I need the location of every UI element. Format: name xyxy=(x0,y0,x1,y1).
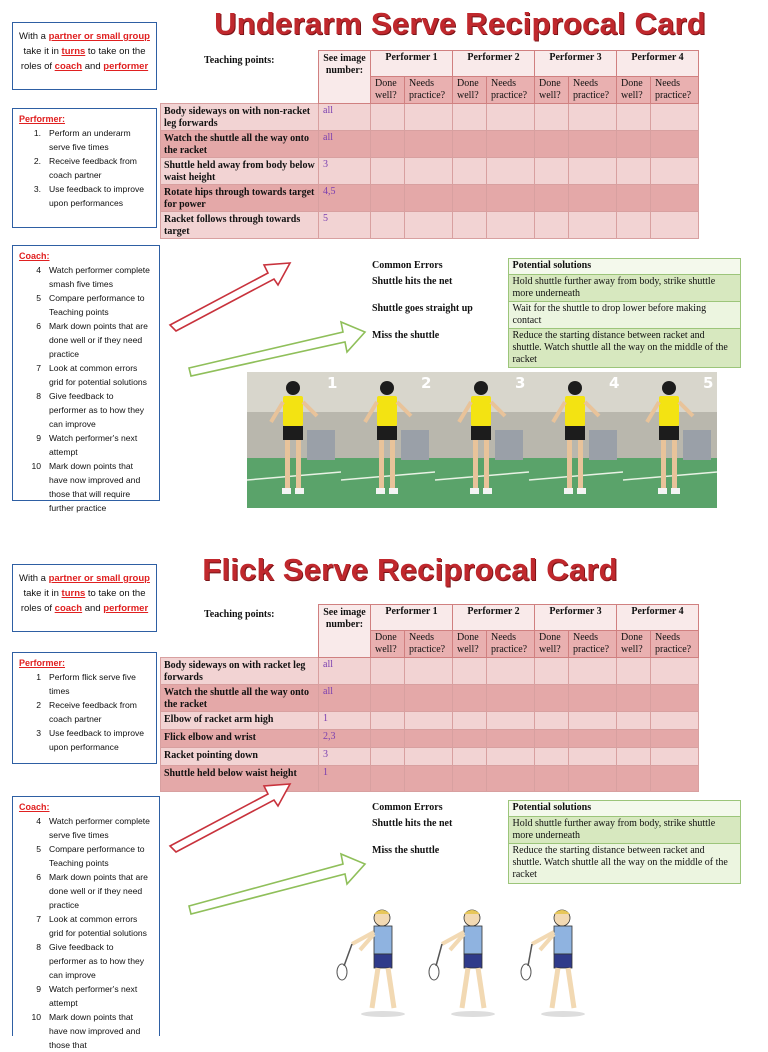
teaching-point: Racket pointing down xyxy=(161,748,319,766)
turns-text: turns xyxy=(61,46,86,57)
done-well-cell[interactable] xyxy=(371,212,405,239)
step-number: 8 xyxy=(36,391,41,401)
done-well-cell[interactable] xyxy=(535,748,569,766)
needs-practice-cell[interactable] xyxy=(569,712,617,730)
underarm-serve-photo-sequence xyxy=(247,372,717,508)
done-well-cell[interactable] xyxy=(453,131,487,158)
done-well-cell[interactable] xyxy=(453,766,487,792)
teaching-grid xyxy=(160,604,699,792)
needs-practice-cell[interactable] xyxy=(487,104,535,131)
done-well-cell[interactable] xyxy=(617,158,651,185)
needs-practice-cell[interactable] xyxy=(651,712,699,730)
needs-practice-cell[interactable] xyxy=(651,730,699,748)
coach-steps xyxy=(19,814,153,1052)
step-text: Perform flick serve five times xyxy=(49,672,136,696)
teaching-points-header: Teaching points: xyxy=(204,54,275,66)
teaching-row xyxy=(161,131,699,158)
photo-number: 4 xyxy=(609,374,620,392)
card-title: Underarm Serve Reciprocal Card xyxy=(214,6,706,41)
step-number: 4 xyxy=(36,265,41,275)
teaching-row xyxy=(161,212,699,239)
needs-practice-cell[interactable] xyxy=(569,685,617,712)
step-number: 8 xyxy=(36,942,41,952)
done-well-header: Done well? xyxy=(535,631,569,658)
serve-photo-frame xyxy=(247,372,341,508)
needs-practice-cell[interactable] xyxy=(487,748,535,766)
needs-practice-cell[interactable] xyxy=(405,658,453,685)
red-arrow-icon xyxy=(160,776,300,856)
needs-practice-cell[interactable] xyxy=(569,748,617,766)
step-item xyxy=(19,982,153,1010)
done-well-header: Done well? xyxy=(535,77,569,104)
flick-serve-figure xyxy=(429,910,495,1017)
done-well-header: Done well? xyxy=(617,631,651,658)
done-well-cell[interactable] xyxy=(617,712,651,730)
teaching-point: Elbow of racket arm high xyxy=(161,712,319,730)
done-well-header: Done well? xyxy=(453,631,487,658)
done-well-cell[interactable] xyxy=(453,658,487,685)
teaching-point: Flick elbow and wrist xyxy=(161,730,319,748)
serve-photo-frame xyxy=(435,372,529,508)
step-number: 4 xyxy=(36,816,41,826)
solution-text: Hold shuttle further away from body, strike shuttle more underneath xyxy=(508,275,740,302)
step-text: Look at common errors grid for potential solutions xyxy=(49,363,147,387)
needs-practice-cell[interactable] xyxy=(569,104,617,131)
step-text: Give feedback to performer as to how they can improve xyxy=(49,942,145,980)
partner-text: partner or small group xyxy=(48,573,150,584)
step-item xyxy=(19,389,153,431)
step-text: Compare performance to Teaching points xyxy=(49,844,145,868)
photo-number: 1 xyxy=(327,374,338,392)
needs-practice-header: Needs practice? xyxy=(487,77,535,104)
done-well-cell[interactable] xyxy=(535,730,569,748)
done-well-cell[interactable] xyxy=(453,158,487,185)
solution-text: Hold shuttle further away from body, strike shuttle more underneath xyxy=(508,817,740,844)
solution-text: Reduce the starting distance between racket and shuttle. Watch shuttle all the way on the middle of the racket xyxy=(508,329,740,368)
step-number: 7 xyxy=(36,363,41,373)
needs-practice-header: Needs practice? xyxy=(487,631,535,658)
performer-header: Performer 1 xyxy=(371,51,453,77)
performer-steps xyxy=(19,670,150,754)
image-number: all xyxy=(319,685,371,712)
green-arrow-icon xyxy=(185,318,370,378)
done-well-cell[interactable] xyxy=(535,212,569,239)
needs-practice-cell[interactable] xyxy=(487,730,535,748)
needs-practice-cell[interactable] xyxy=(405,685,453,712)
step-item xyxy=(19,361,153,389)
coach-steps xyxy=(19,263,153,515)
needs-practice-cell[interactable] xyxy=(651,658,699,685)
done-well-cell[interactable] xyxy=(535,131,569,158)
performer-header: Performer 4 xyxy=(617,605,699,631)
needs-practice-cell[interactable] xyxy=(569,766,617,792)
done-well-cell[interactable] xyxy=(535,104,569,131)
step-text: Watch performer's next attempt xyxy=(49,984,138,1008)
step-number: 3. xyxy=(33,184,41,194)
needs-practice-cell[interactable] xyxy=(487,685,535,712)
serve-photo-frame xyxy=(529,372,623,508)
needs-practice-cell[interactable] xyxy=(569,158,617,185)
done-well-header: Done well? xyxy=(371,77,405,104)
done-well-cell[interactable] xyxy=(617,748,651,766)
done-well-cell[interactable] xyxy=(371,685,405,712)
flick-serve-illustrations xyxy=(330,904,610,1024)
performer-header: Performer 3 xyxy=(535,51,617,77)
performer-text: performer xyxy=(103,61,149,72)
done-well-cell[interactable] xyxy=(453,685,487,712)
photo-number: 5 xyxy=(703,374,714,392)
see-image-header: See image number: xyxy=(319,605,371,658)
step-text: Receive feedback from coach partner xyxy=(49,700,137,724)
step-item xyxy=(19,431,153,459)
step-text: Watch performer complete smash five times xyxy=(49,265,150,289)
image-number: 1 xyxy=(319,712,371,730)
performer-steps xyxy=(19,126,150,210)
teaching-point: Racket follows through towards target xyxy=(161,212,319,239)
done-well-cell[interactable] xyxy=(617,104,651,131)
intro-box: With a partner or small group take it in turns to take on the roles of coach and performer xyxy=(12,22,157,90)
needs-practice-cell[interactable] xyxy=(651,685,699,712)
performer-header: Performer 2 xyxy=(453,605,535,631)
needs-practice-header: Needs practice? xyxy=(405,77,453,104)
errors-grid xyxy=(368,258,741,368)
error-row xyxy=(368,302,740,329)
step-text: Receive feedback from coach partner xyxy=(49,156,137,180)
solutions-header: Potential solutions xyxy=(508,259,740,275)
needs-practice-cell[interactable] xyxy=(487,712,535,730)
teaching-grid xyxy=(160,50,699,239)
needs-practice-cell[interactable] xyxy=(405,212,453,239)
needs-practice-header: Needs practice? xyxy=(569,77,617,104)
needs-practice-cell[interactable] xyxy=(405,185,453,212)
teaching-point: Watch the shuttle all the way onto the racket xyxy=(161,131,319,158)
coach-text: coach xyxy=(54,603,83,614)
done-well-cell[interactable] xyxy=(371,658,405,685)
step-item xyxy=(19,670,150,698)
image-number: all xyxy=(319,658,371,685)
step-item xyxy=(19,263,153,291)
done-well-cell[interactable] xyxy=(535,158,569,185)
step-item xyxy=(19,698,150,726)
teaching-row xyxy=(161,685,699,712)
step-item xyxy=(19,842,153,870)
step-text: Give feedback to performer as to how they can improve xyxy=(49,391,145,429)
performer-heading: Performer: xyxy=(19,658,66,668)
step-number: 1. xyxy=(33,128,41,138)
coach-heading: Coach: xyxy=(19,251,50,261)
error-text: Shuttle hits the net xyxy=(372,817,453,829)
needs-practice-cell[interactable] xyxy=(487,185,535,212)
teaching-row xyxy=(161,748,699,766)
done-well-cell[interactable] xyxy=(453,730,487,748)
step-number: 3 xyxy=(36,728,41,738)
card-title: Flick Serve Reciprocal Card xyxy=(202,552,618,587)
step-item xyxy=(19,726,150,754)
step-item xyxy=(19,940,153,982)
error-text: Miss the shuttle xyxy=(372,844,440,856)
done-well-cell[interactable] xyxy=(371,158,405,185)
solutions-header: Potential solutions xyxy=(508,801,740,817)
coach-heading: Coach: xyxy=(19,802,50,812)
solution-text: Wait for the shuttle to drop lower before making contact xyxy=(508,302,740,329)
step-text: Mark down points that have now improved and those that will require further practice xyxy=(49,461,141,513)
done-well-cell[interactable] xyxy=(617,212,651,239)
teaching-row xyxy=(161,158,699,185)
coach-text: coach xyxy=(54,61,83,72)
needs-practice-cell[interactable] xyxy=(651,748,699,766)
common-errors-header: Common Errors xyxy=(372,259,443,271)
error-text: Miss the shuttle xyxy=(372,329,440,341)
needs-practice-cell[interactable] xyxy=(651,104,699,131)
step-item xyxy=(19,1010,153,1052)
step-text: Use feedback to improve upon performances xyxy=(49,184,145,208)
coach-box xyxy=(12,796,160,1050)
needs-practice-cell[interactable] xyxy=(405,104,453,131)
step-number: 5 xyxy=(36,844,41,854)
done-well-cell[interactable] xyxy=(371,766,405,792)
done-well-cell[interactable] xyxy=(371,748,405,766)
solution-text: Reduce the starting distance between racket and shuttle. Watch shuttle all the way on the middle of the racket xyxy=(508,844,740,884)
needs-practice-header: Needs practice? xyxy=(569,631,617,658)
needs-practice-cell[interactable] xyxy=(651,766,699,792)
needs-practice-header: Needs practice? xyxy=(651,631,699,658)
image-number: 5 xyxy=(319,212,371,239)
step-text: Look at common errors grid for potential solutions xyxy=(49,914,147,938)
teaching-points-header: Teaching points: xyxy=(204,608,275,620)
step-number: 10 xyxy=(31,461,41,471)
image-number: all xyxy=(319,131,371,158)
done-well-cell[interactable] xyxy=(371,730,405,748)
error-row xyxy=(368,329,740,368)
done-well-cell[interactable] xyxy=(453,212,487,239)
error-row xyxy=(368,844,740,884)
step-item xyxy=(19,319,153,361)
performer-header: Performer 3 xyxy=(535,605,617,631)
needs-practice-cell[interactable] xyxy=(405,158,453,185)
teaching-point: Body sideways on with racket leg forwards xyxy=(161,658,319,685)
photo-number: 3 xyxy=(515,374,526,392)
step-text: Watch performer complete serve five times xyxy=(49,816,150,840)
step-text: Mark down points that have now improved and those that xyxy=(49,1012,141,1050)
done-well-header: Done well? xyxy=(371,631,405,658)
done-well-cell[interactable] xyxy=(535,185,569,212)
image-number: 3 xyxy=(319,748,371,766)
error-row xyxy=(368,817,740,844)
step-number: 9 xyxy=(36,433,41,443)
common-errors-header: Common Errors xyxy=(372,801,443,813)
needs-practice-header: Needs practice? xyxy=(651,77,699,104)
intro-box: With a partner or small group take it in turns to take on the roles of coach and performer xyxy=(12,564,157,632)
step-item xyxy=(19,814,153,842)
photo-number: 2 xyxy=(421,374,432,392)
error-text: Shuttle goes straight up xyxy=(372,302,473,314)
teaching-point: Body sideways on with non-racket leg forwards xyxy=(161,104,319,131)
step-item xyxy=(19,154,150,182)
step-item xyxy=(19,912,153,940)
needs-practice-cell[interactable] xyxy=(487,158,535,185)
needs-practice-cell[interactable] xyxy=(405,748,453,766)
teaching-row xyxy=(161,712,699,730)
needs-practice-cell[interactable] xyxy=(651,212,699,239)
teaching-row xyxy=(161,658,699,685)
needs-practice-cell[interactable] xyxy=(487,131,535,158)
done-well-cell[interactable] xyxy=(453,712,487,730)
needs-practice-cell[interactable] xyxy=(569,212,617,239)
needs-practice-cell[interactable] xyxy=(405,730,453,748)
coach-box xyxy=(12,245,160,513)
step-item xyxy=(19,459,153,515)
flick-serve-figure xyxy=(521,910,585,1017)
step-text: Compare performance to Teaching points xyxy=(49,293,145,317)
serve-photo-frame xyxy=(341,372,435,508)
serve-photo-frame xyxy=(623,372,717,508)
step-item xyxy=(19,182,150,210)
needs-practice-cell[interactable] xyxy=(487,658,535,685)
done-well-header: Done well? xyxy=(453,77,487,104)
step-number: 6 xyxy=(36,872,41,882)
step-text: Perform an underarm serve five times xyxy=(49,128,131,152)
needs-practice-cell[interactable] xyxy=(569,185,617,212)
done-well-cell[interactable] xyxy=(453,748,487,766)
done-well-cell[interactable] xyxy=(371,712,405,730)
step-number: 7 xyxy=(36,914,41,924)
step-number: 5 xyxy=(36,293,41,303)
performer-heading: Performer: xyxy=(19,114,66,124)
error-text: Shuttle hits the net xyxy=(372,275,453,287)
step-number: 9 xyxy=(36,984,41,994)
done-well-cell[interactable] xyxy=(617,131,651,158)
teaching-point: Shuttle held below waist height xyxy=(161,766,319,792)
error-row xyxy=(368,275,740,302)
step-text: Mark down points that are done well or if they need practice xyxy=(49,872,148,910)
needs-practice-cell[interactable] xyxy=(569,131,617,158)
see-image-header: See image number: xyxy=(319,51,371,104)
step-number: 2 xyxy=(36,700,41,710)
done-well-cell[interactable] xyxy=(535,685,569,712)
needs-practice-cell[interactable] xyxy=(569,730,617,748)
turns-text: turns xyxy=(61,588,86,599)
done-well-cell[interactable] xyxy=(371,185,405,212)
image-number: all xyxy=(319,104,371,131)
needs-practice-cell[interactable] xyxy=(487,766,535,792)
image-number: 2,3 xyxy=(319,730,371,748)
performer-box xyxy=(12,652,157,764)
step-text: Use feedback to improve upon performance xyxy=(49,728,145,752)
done-well-cell[interactable] xyxy=(371,131,405,158)
done-well-cell[interactable] xyxy=(617,730,651,748)
performer-text: performer xyxy=(103,603,149,614)
teaching-point: Rotate hips through towards target for power xyxy=(161,185,319,212)
image-number: 1 xyxy=(319,766,371,792)
done-well-cell[interactable] xyxy=(453,104,487,131)
step-text: Mark down points that are done well or if they need practice xyxy=(49,321,148,359)
flick-serve-card xyxy=(0,548,768,1050)
done-well-cell[interactable] xyxy=(617,685,651,712)
needs-practice-cell[interactable] xyxy=(651,185,699,212)
needs-practice-cell[interactable] xyxy=(487,212,535,239)
done-well-cell[interactable] xyxy=(617,766,651,792)
step-number: 2. xyxy=(33,156,41,166)
image-number: 4,5 xyxy=(319,185,371,212)
done-well-cell[interactable] xyxy=(617,658,651,685)
step-item xyxy=(19,126,150,154)
teaching-row xyxy=(161,185,699,212)
step-number: 10 xyxy=(31,1012,41,1022)
teaching-point: Shuttle held away from body below waist height xyxy=(161,158,319,185)
step-number: 6 xyxy=(36,321,41,331)
done-well-cell[interactable] xyxy=(617,185,651,212)
done-well-cell[interactable] xyxy=(535,766,569,792)
needs-practice-cell[interactable] xyxy=(651,158,699,185)
needs-practice-cell[interactable] xyxy=(405,131,453,158)
needs-practice-header: Needs practice? xyxy=(405,631,453,658)
performer-header: Performer 1 xyxy=(371,605,453,631)
done-well-cell[interactable] xyxy=(371,104,405,131)
image-number: 3 xyxy=(319,158,371,185)
done-well-cell[interactable] xyxy=(535,712,569,730)
step-number: 1 xyxy=(36,672,41,682)
step-item xyxy=(19,291,153,319)
done-well-cell[interactable] xyxy=(535,658,569,685)
needs-practice-cell[interactable] xyxy=(569,658,617,685)
teaching-row xyxy=(161,730,699,748)
needs-practice-cell[interactable] xyxy=(405,766,453,792)
performer-header: Performer 4 xyxy=(617,51,699,77)
flick-serve-figure xyxy=(337,910,405,1017)
step-text: Watch performer's next attempt xyxy=(49,433,138,457)
partner-text: partner or small group xyxy=(48,31,150,42)
teaching-row xyxy=(161,104,699,131)
teaching-point: Watch the shuttle all the way onto the racket xyxy=(161,685,319,712)
errors-grid xyxy=(368,800,741,884)
step-item xyxy=(19,870,153,912)
done-well-cell[interactable] xyxy=(453,185,487,212)
done-well-header: Done well? xyxy=(617,77,651,104)
performer-header: Performer 2 xyxy=(453,51,535,77)
needs-practice-cell[interactable] xyxy=(405,712,453,730)
performer-box xyxy=(12,108,157,228)
needs-practice-cell[interactable] xyxy=(651,131,699,158)
